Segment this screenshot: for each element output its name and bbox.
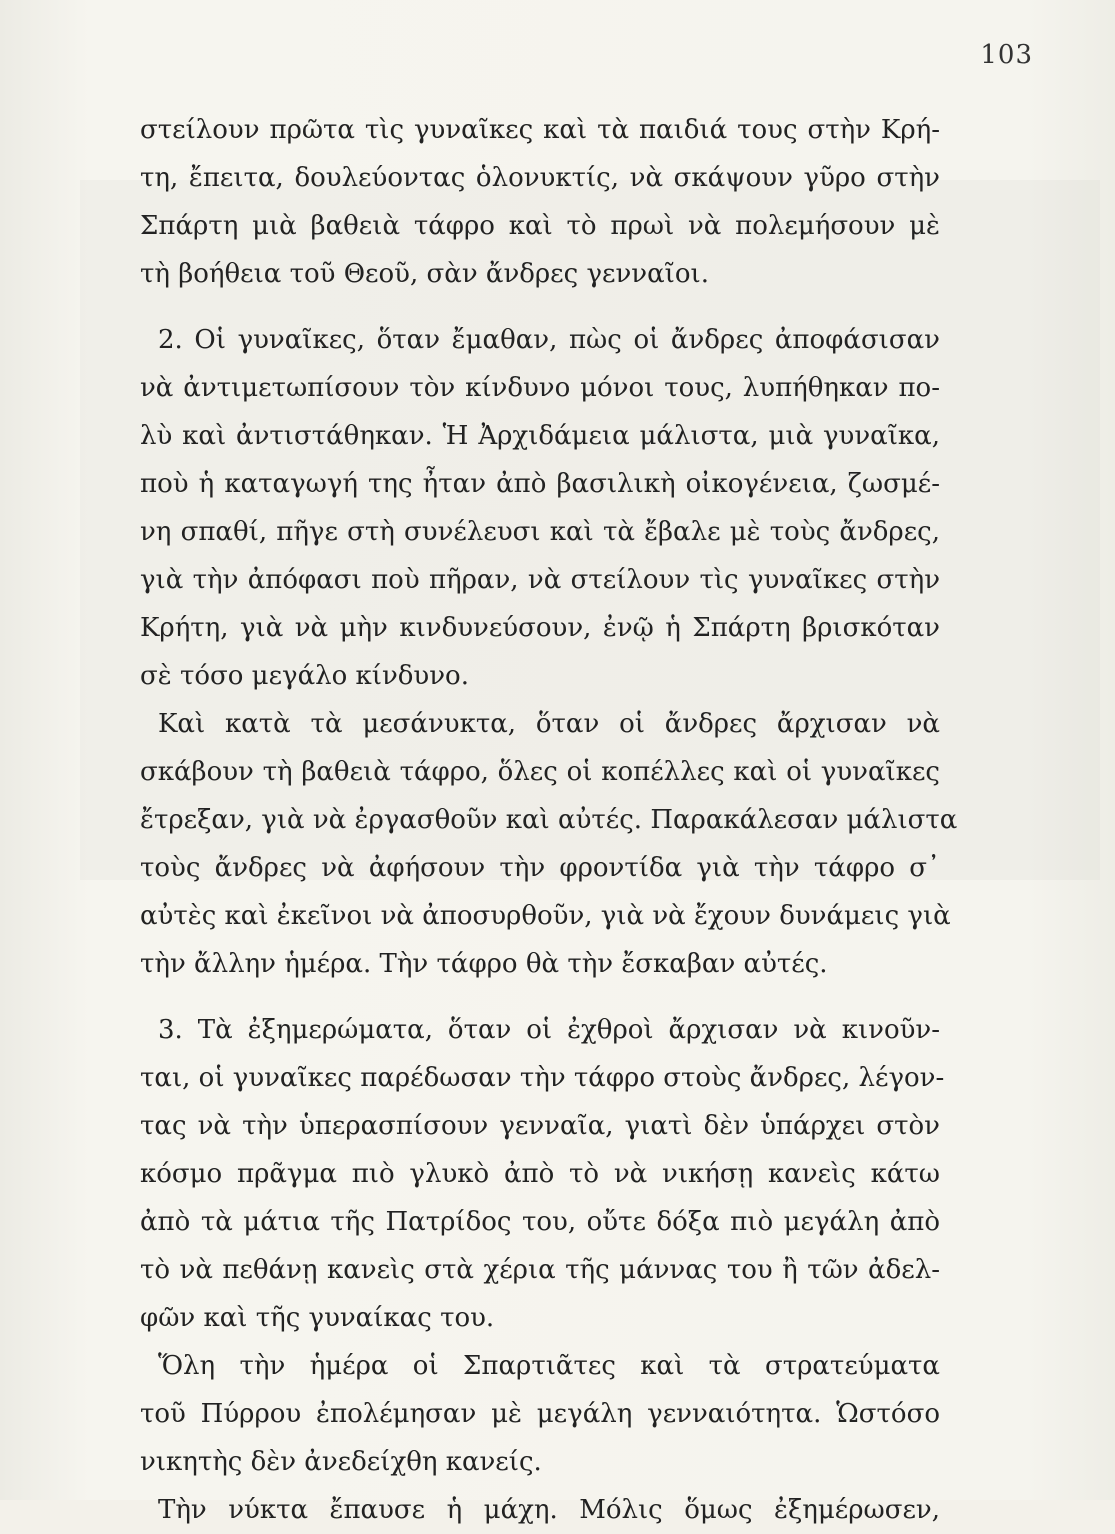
text-line: σκάβουν τὴ βαθειὰ τάφρο, ὅλες οἱ κοπέλλες καὶ οἱ γυναῖκες	[140, 757, 940, 787]
text-line: 3. Τὰ ἐξημερώματα, ὅταν οἱ ἐχθροὶ ἄρχισαν νὰ κινοῦν-	[158, 1015, 940, 1045]
text-line: τοῦ Πύρρου ἐπολέμησαν μὲ μεγάλη γενναιότητα. Ὡστόσο	[140, 1399, 940, 1429]
section-gap	[140, 988, 940, 1006]
text-line: νικητὴς δὲν ἀνεδείχθη κανείς.	[140, 1447, 542, 1477]
paragraph-section-3	[140, 1006, 945, 1342]
paragraph-continuation	[140, 106, 940, 298]
text-line: λὺ καὶ ἀντιστάθηκαν. Ἡ Ἀρχιδάμεια μάλιστα, μιὰ γυναῖκα,	[140, 421, 940, 451]
text-line: φῶν καὶ τῆς γυναίκας του.	[140, 1303, 495, 1333]
section-gap	[140, 298, 940, 316]
text-line: ἔτρεξαν, γιὰ νὰ ἐργασθοῦν καὶ αὐτές. Παρακάλεσαν μάλιστα	[140, 805, 958, 835]
text-line: ται, οἱ γυναῖκες παρέδωσαν τὴν τάφρο στοὺς ἄνδρες, λέγον-	[140, 1063, 945, 1093]
text-line: τὸ νὰ πεθάνῃ κανεὶς στὰ χέρια τῆς μάννας του ἢ τῶν ἀδελ-	[140, 1255, 940, 1285]
paragraph-night	[140, 1486, 940, 1534]
paragraph-midnight	[140, 700, 958, 988]
text-line: 2. Οἱ γυναῖκες, ὅταν ἔμαθαν, πὼς οἱ ἄνδρες ἀποφάσισαν	[158, 325, 940, 355]
text-line: τας νὰ τὴν ὑπερασπίσουν γενναῖα, γιατὶ δὲν ὑπάρχει στὸν	[140, 1111, 940, 1141]
text-line: Κρήτη, γιὰ νὰ μὴν κινδυνεύσουν, ἐνῷ ἡ Σπάρτη βρισκόταν	[140, 613, 940, 643]
text-line: τοὺς ἄνδρες νὰ ἀφήσουν τὴν φροντίδα γιὰ τὴν τάφρο σ᾿	[140, 853, 940, 883]
page-number: 103	[980, 40, 1033, 70]
text-line: τὴν ἄλλην ἡμέρα. Τὴν τάφρο θὰ τὴν ἔσκαβαν αὐτές.	[140, 949, 828, 979]
text-line: ἀπὸ τὰ μάτια τῆς Πατρίδος του, οὔτε δόξα πιὸ μεγάλη ἀπὸ	[140, 1207, 940, 1237]
paragraph-section-2	[140, 316, 940, 700]
text-line: νὰ ἀντιμετωπίσουν τὸν κίνδυνο μόνοι τους, λυπήθηκαν πο-	[140, 373, 940, 403]
text-line: ποὺ ἡ καταγωγή της ἦταν ἀπὸ βασιλικὴ οἰκογένεια, ζωσμέ-	[140, 469, 940, 499]
text-line: Ὅλη τὴν ἡμέρα οἱ Σπαρτιᾶτες καὶ τὰ στρατεύματα	[158, 1351, 940, 1381]
text-line: Καὶ κατὰ τὰ μεσάνυκτα, ὅταν οἱ ἄνδρες ἄρχισαν νὰ	[158, 709, 940, 739]
text-line: σὲ τόσο μεγάλο κίνδυνο.	[140, 661, 469, 691]
text-line: αὐτὲς καὶ ἐκεῖνοι νὰ ἀποσυρθοῦν, γιὰ νὰ ἔχουν δυνάμεις γιὰ	[140, 901, 951, 931]
text-line: στείλουν πρῶτα τὶς γυναῖκες καὶ τὰ παιδιά τους στὴν Κρή-	[140, 115, 940, 145]
text-line: Σπάρτη μιὰ βαθειὰ τάφρο καὶ τὸ πρωὶ νὰ πολεμήσουν μὲ	[140, 211, 940, 241]
text-line: τη, ἔπειτα, δουλεύοντας ὁλονυκτίς, νὰ σκάψουν γῦρο στὴν	[140, 163, 940, 193]
paragraph-battle	[140, 1342, 940, 1486]
text-line: τὴ βοήθεια τοῦ Θεοῦ, σὰν ἄνδρες γενναῖοι.	[140, 259, 709, 289]
text-line: Τὴν νύκτα ἔπαυσε ἡ μάχη. Μόλις ὅμως ἐξημέρωσεν,	[158, 1495, 940, 1525]
text-line: γιὰ τὴν ἀπόφασι ποὺ πῆραν, νὰ στείλουν τὶς γυναῖκες στὴν	[140, 565, 940, 595]
text-line: νη σπαθί, πῆγε στὴ συνέλευσι καὶ τὰ ἔβαλε μὲ τοὺς ἄνδρες,	[140, 517, 940, 547]
body-text	[140, 106, 958, 1534]
text-line: κόσμο πρᾶγμα πιὸ γλυκὸ ἀπὸ τὸ νὰ νικήσῃ κανεὶς κάτω	[140, 1159, 940, 1189]
